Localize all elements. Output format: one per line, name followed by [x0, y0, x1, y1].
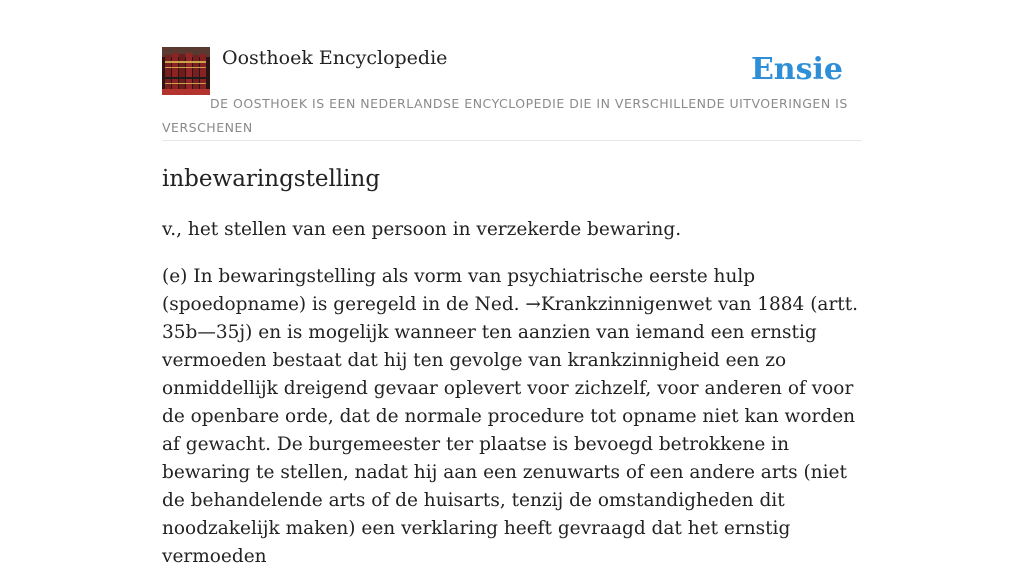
publication-avatar[interactable]: [162, 47, 210, 95]
article: [162, 162, 872, 571]
bookshelf-encyclopedia-icon: [162, 47, 210, 95]
publication-tagline: DE OOSTHOEK IS EEN NEDERLANDSE ENCYCLOPEDIE DIE IN VERSCHILLENDE UITVOERINGEN IS VERSCHENEN: [162, 96, 848, 135]
publication-name[interactable]: Oosthoek Encyclopedie: [222, 47, 448, 69]
article-title: inbewaringstelling: [162, 166, 381, 192]
site-logo[interactable]: Ensie: [750, 52, 843, 87]
site-header: [162, 46, 862, 141]
article-body: (e) In bewaringstelling als vorm van psychiatrische eerste hulp (spoedopname) is geregeld in de Ned. →Krankzinnigenwet van 1884 (artt. 35b—35j) en is mogelijk wanneer ten aanzien van iemand een ernstig vermoeden bestaat dat hij ten gevolge van krankzinnigheid een zo onmiddellijk dreigend gevaar oplevert voor zichzelf, voor anderen of voor de openbare orde, dat de normale procedure tot opname niet kan worden af gewacht. De burgemeester ter plaatse is bevoegd betrokkene in bewaring te stellen, nadat hij aan een zenuwarts of een andere arts (niet de behandelende arts of de huisarts, tenzij de omstandigheden dit noodzakelijk maken) een verklaring heeft gevraagd dat het ernstig vermoeden: [162, 266, 859, 567]
article-definition: v., het stellen van een persoon in verzekerde bewaring.: [162, 219, 682, 240]
